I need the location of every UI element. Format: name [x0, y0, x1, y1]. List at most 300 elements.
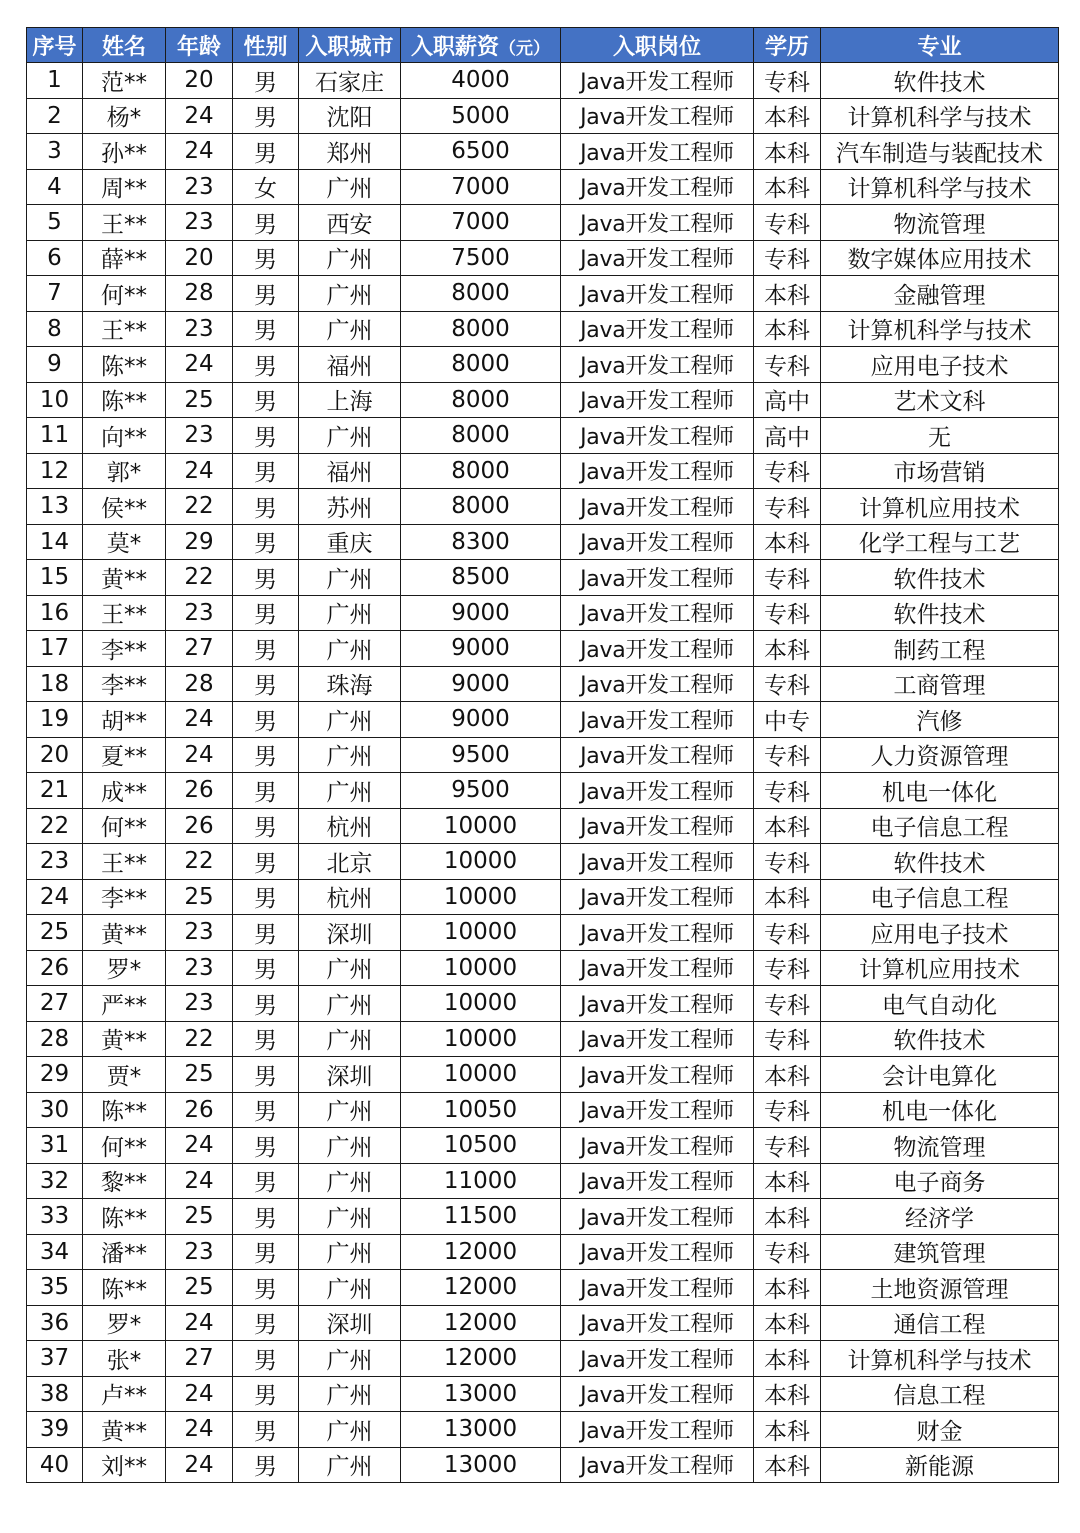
- cell-position: Java开发工程师: [561, 489, 754, 525]
- cell-position: Java开发工程师: [561, 950, 754, 986]
- cell-name: 郭*: [83, 453, 166, 489]
- cell-name: 陈**: [83, 382, 166, 418]
- cell-education: 中专: [754, 702, 821, 738]
- cell-city: 广州: [299, 311, 401, 347]
- cell-city: 广州: [299, 560, 401, 596]
- cell-gender: 男: [233, 702, 299, 738]
- cell-city: 深圳: [299, 1057, 401, 1093]
- cell-position: Java开发工程师: [561, 347, 754, 383]
- cell-index: 33: [27, 1199, 83, 1235]
- cell-index: 35: [27, 1270, 83, 1306]
- cell-major: 计算机应用技术: [821, 950, 1059, 986]
- cell-city: 上海: [299, 382, 401, 418]
- cell-position: Java开发工程师: [561, 1128, 754, 1164]
- cell-city: 郑州: [299, 134, 401, 170]
- cell-salary: 13000: [401, 1447, 561, 1483]
- cell-major: 经济学: [821, 1199, 1059, 1235]
- cell-name: 莫*: [83, 524, 166, 560]
- table-row: [27, 1163, 1059, 1199]
- cell-index: 19: [27, 702, 83, 738]
- cell-index: 18: [27, 666, 83, 702]
- cell-age: 24: [166, 453, 233, 489]
- cell-index: 11: [27, 418, 83, 454]
- cell-name: 黄**: [83, 915, 166, 951]
- table-row: [27, 986, 1059, 1022]
- cell-city: 广州: [299, 702, 401, 738]
- table-row: [27, 347, 1059, 383]
- cell-index: 17: [27, 631, 83, 667]
- cell-city: 重庆: [299, 524, 401, 560]
- cell-city: 广州: [299, 737, 401, 773]
- cell-salary: 10000: [401, 808, 561, 844]
- header-salary-label: 入职薪资: [410, 34, 499, 60]
- cell-salary: 12000: [401, 1270, 561, 1306]
- cell-gender: 男: [233, 1341, 299, 1377]
- cell-city: 广州: [299, 1128, 401, 1164]
- cell-salary: 9000: [401, 702, 561, 738]
- cell-education: 本科: [754, 808, 821, 844]
- cell-age: 25: [166, 1270, 233, 1306]
- cell-city: 广州: [299, 595, 401, 631]
- cell-salary: 9500: [401, 773, 561, 809]
- cell-position: Java开发工程师: [561, 63, 754, 99]
- cell-major: 机电一体化: [821, 1092, 1059, 1128]
- cell-education: 专科: [754, 666, 821, 702]
- cell-gender: 男: [233, 1163, 299, 1199]
- cell-name: 陈**: [83, 347, 166, 383]
- cell-city: 杭州: [299, 879, 401, 915]
- cell-index: 6: [27, 240, 83, 276]
- cell-education: 专科: [754, 595, 821, 631]
- cell-index: 25: [27, 915, 83, 951]
- header-name: 姓名: [83, 28, 166, 63]
- cell-major: 汽修: [821, 702, 1059, 738]
- table-row: [27, 489, 1059, 525]
- cell-salary: 13000: [401, 1376, 561, 1412]
- cell-major: 电气自动化: [821, 986, 1059, 1022]
- cell-major: 会计电算化: [821, 1057, 1059, 1093]
- cell-education: 本科: [754, 1305, 821, 1341]
- cell-education: 本科: [754, 631, 821, 667]
- cell-education: 高中: [754, 418, 821, 454]
- table-row: [27, 1447, 1059, 1483]
- cell-index: 28: [27, 1021, 83, 1057]
- cell-name: 黄**: [83, 560, 166, 596]
- cell-major: 无: [821, 418, 1059, 454]
- cell-index: 7: [27, 276, 83, 312]
- cell-position: Java开发工程师: [561, 311, 754, 347]
- table-row: [27, 524, 1059, 560]
- cell-position: Java开发工程师: [561, 1163, 754, 1199]
- table-row: [27, 737, 1059, 773]
- cell-education: 本科: [754, 1057, 821, 1093]
- table-row: [27, 631, 1059, 667]
- cell-salary: 10000: [401, 1057, 561, 1093]
- cell-education: 本科: [754, 1270, 821, 1306]
- cell-position: Java开发工程师: [561, 1057, 754, 1093]
- cell-major: 电子信息工程: [821, 808, 1059, 844]
- cell-major: 电子商务: [821, 1163, 1059, 1199]
- cell-index: 5: [27, 205, 83, 241]
- cell-education: 专科: [754, 347, 821, 383]
- cell-education: 本科: [754, 1341, 821, 1377]
- cell-education: 本科: [754, 311, 821, 347]
- cell-gender: 男: [233, 134, 299, 170]
- cell-position: Java开发工程师: [561, 418, 754, 454]
- cell-age: 25: [166, 1057, 233, 1093]
- cell-index: 29: [27, 1057, 83, 1093]
- cell-education: 本科: [754, 1412, 821, 1448]
- cell-name: 黄**: [83, 1412, 166, 1448]
- cell-gender: 男: [233, 1270, 299, 1306]
- cell-city: 深圳: [299, 1305, 401, 1341]
- cell-age: 22: [166, 1021, 233, 1057]
- cell-salary: 9500: [401, 737, 561, 773]
- table-row: [27, 311, 1059, 347]
- cell-salary: 6500: [401, 134, 561, 170]
- table-row: [27, 560, 1059, 596]
- table-row: [27, 1341, 1059, 1377]
- cell-gender: 男: [233, 631, 299, 667]
- cell-index: 23: [27, 844, 83, 880]
- cell-gender: 男: [233, 382, 299, 418]
- cell-gender: 男: [233, 1128, 299, 1164]
- cell-index: 21: [27, 773, 83, 809]
- cell-position: Java开发工程师: [561, 98, 754, 134]
- cell-name: 何**: [83, 1128, 166, 1164]
- cell-gender: 男: [233, 276, 299, 312]
- cell-city: 广州: [299, 1412, 401, 1448]
- cell-education: 专科: [754, 63, 821, 99]
- cell-city: 福州: [299, 347, 401, 383]
- cell-name: 陈**: [83, 1270, 166, 1306]
- cell-age: 24: [166, 702, 233, 738]
- cell-major: 计算机科学与技术: [821, 311, 1059, 347]
- cell-position: Java开发工程师: [561, 1234, 754, 1270]
- header-city: 入职城市: [299, 28, 401, 63]
- table-row: [27, 453, 1059, 489]
- cell-major: 市场营销: [821, 453, 1059, 489]
- cell-index: 1: [27, 63, 83, 99]
- cell-age: 24: [166, 347, 233, 383]
- cell-name: 张*: [83, 1341, 166, 1377]
- cell-education: 本科: [754, 1163, 821, 1199]
- table-row: [27, 1128, 1059, 1164]
- cell-salary: 10500: [401, 1128, 561, 1164]
- cell-position: Java开发工程师: [561, 1341, 754, 1377]
- cell-major: 信息工程: [821, 1376, 1059, 1412]
- cell-city: 广州: [299, 1341, 401, 1377]
- cell-position: Java开发工程师: [561, 666, 754, 702]
- cell-position: Java开发工程师: [561, 986, 754, 1022]
- cell-age: 22: [166, 560, 233, 596]
- cell-major: 计算机应用技术: [821, 489, 1059, 525]
- cell-gender: 男: [233, 560, 299, 596]
- cell-salary: 7000: [401, 205, 561, 241]
- cell-age: 24: [166, 1376, 233, 1412]
- cell-city: 广州: [299, 631, 401, 667]
- cell-salary: 9000: [401, 666, 561, 702]
- cell-salary: 8000: [401, 311, 561, 347]
- table-row: [27, 702, 1059, 738]
- cell-age: 23: [166, 950, 233, 986]
- cell-gender: 男: [233, 1447, 299, 1483]
- cell-education: 本科: [754, 1447, 821, 1483]
- cell-city: 广州: [299, 1376, 401, 1412]
- cell-city: 深圳: [299, 915, 401, 951]
- cell-name: 向**: [83, 418, 166, 454]
- cell-city: 广州: [299, 1270, 401, 1306]
- cell-gender: 男: [233, 737, 299, 773]
- header-salary: [401, 28, 561, 63]
- cell-name: 黄**: [83, 1021, 166, 1057]
- cell-index: 36: [27, 1305, 83, 1341]
- cell-education: 专科: [754, 950, 821, 986]
- cell-name: 王**: [83, 311, 166, 347]
- cell-salary: 10000: [401, 986, 561, 1022]
- cell-city: 广州: [299, 1234, 401, 1270]
- cell-position: Java开发工程师: [561, 1092, 754, 1128]
- cell-name: 范**: [83, 63, 166, 99]
- cell-major: 软件技术: [821, 595, 1059, 631]
- cell-age: 26: [166, 808, 233, 844]
- cell-city: 西安: [299, 205, 401, 241]
- cell-name: 周**: [83, 169, 166, 205]
- cell-gender: 男: [233, 1199, 299, 1235]
- cell-position: Java开发工程师: [561, 205, 754, 241]
- cell-age: 23: [166, 595, 233, 631]
- cell-age: 26: [166, 1092, 233, 1128]
- table-row: [27, 418, 1059, 454]
- cell-city: 沈阳: [299, 98, 401, 134]
- cell-age: 20: [166, 240, 233, 276]
- header-education: 学历: [754, 28, 821, 63]
- cell-position: Java开发工程师: [561, 702, 754, 738]
- cell-position: Java开发工程师: [561, 382, 754, 418]
- cell-city: 杭州: [299, 808, 401, 844]
- cell-education: 专科: [754, 453, 821, 489]
- cell-age: 24: [166, 98, 233, 134]
- cell-education: 本科: [754, 524, 821, 560]
- cell-name: 成**: [83, 773, 166, 809]
- cell-education: 专科: [754, 915, 821, 951]
- cell-education: 本科: [754, 1376, 821, 1412]
- cell-age: 25: [166, 1199, 233, 1235]
- cell-name: 王**: [83, 205, 166, 241]
- header-position: 入职岗位: [561, 28, 754, 63]
- cell-index: 12: [27, 453, 83, 489]
- table-row: [27, 1234, 1059, 1270]
- cell-age: 23: [166, 1234, 233, 1270]
- cell-gender: 男: [233, 489, 299, 525]
- cell-name: 孙**: [83, 134, 166, 170]
- cell-name: 李**: [83, 879, 166, 915]
- cell-age: 28: [166, 276, 233, 312]
- employment-table: [26, 27, 1059, 1483]
- header-salary-unit: （元）: [499, 38, 550, 59]
- cell-salary: 8000: [401, 382, 561, 418]
- cell-index: 30: [27, 1092, 83, 1128]
- cell-education: 本科: [754, 134, 821, 170]
- cell-city: 广州: [299, 418, 401, 454]
- cell-city: 广州: [299, 986, 401, 1022]
- cell-major: 计算机科学与技术: [821, 98, 1059, 134]
- cell-index: 39: [27, 1412, 83, 1448]
- cell-index: 3: [27, 134, 83, 170]
- cell-salary: 10000: [401, 915, 561, 951]
- cell-gender: 男: [233, 347, 299, 383]
- cell-major: 计算机科学与技术: [821, 169, 1059, 205]
- cell-name: 陈**: [83, 1199, 166, 1235]
- cell-position: Java开发工程师: [561, 524, 754, 560]
- cell-salary: 11500: [401, 1199, 561, 1235]
- cell-gender: 男: [233, 453, 299, 489]
- table-row: [27, 950, 1059, 986]
- cell-city: 广州: [299, 1092, 401, 1128]
- cell-index: 38: [27, 1376, 83, 1412]
- table-row: [27, 205, 1059, 241]
- cell-age: 28: [166, 666, 233, 702]
- cell-major: 电子信息工程: [821, 879, 1059, 915]
- cell-age: 23: [166, 311, 233, 347]
- cell-major: 建筑管理: [821, 1234, 1059, 1270]
- cell-name: 侯**: [83, 489, 166, 525]
- cell-city: 广州: [299, 169, 401, 205]
- cell-age: 24: [166, 134, 233, 170]
- header-gender: 性别: [233, 28, 299, 63]
- cell-position: Java开发工程师: [561, 915, 754, 951]
- cell-education: 专科: [754, 986, 821, 1022]
- cell-major: 新能源: [821, 1447, 1059, 1483]
- cell-position: Java开发工程师: [561, 631, 754, 667]
- table-row: [27, 1199, 1059, 1235]
- cell-city: 珠海: [299, 666, 401, 702]
- cell-index: 8: [27, 311, 83, 347]
- cell-gender: 男: [233, 950, 299, 986]
- cell-salary: 8000: [401, 489, 561, 525]
- cell-index: 27: [27, 986, 83, 1022]
- cell-position: Java开发工程师: [561, 560, 754, 596]
- cell-position: Java开发工程师: [561, 1199, 754, 1235]
- cell-salary: 8000: [401, 418, 561, 454]
- cell-major: 物流管理: [821, 205, 1059, 241]
- cell-age: 22: [166, 844, 233, 880]
- cell-major: 汽车制造与装配技术: [821, 134, 1059, 170]
- cell-gender: 男: [233, 98, 299, 134]
- cell-age: 27: [166, 631, 233, 667]
- cell-index: 4: [27, 169, 83, 205]
- cell-age: 24: [166, 1128, 233, 1164]
- cell-salary: 10000: [401, 1021, 561, 1057]
- table-row: [27, 1057, 1059, 1093]
- cell-position: Java开发工程师: [561, 169, 754, 205]
- table-row: [27, 276, 1059, 312]
- cell-major: 通信工程: [821, 1305, 1059, 1341]
- cell-position: Java开发工程师: [561, 240, 754, 276]
- cell-city: 北京: [299, 844, 401, 880]
- table-body: [27, 63, 1059, 1483]
- cell-major: 软件技术: [821, 1021, 1059, 1057]
- header-age: 年龄: [166, 28, 233, 63]
- cell-age: 25: [166, 382, 233, 418]
- cell-age: 24: [166, 1305, 233, 1341]
- cell-salary: 10000: [401, 844, 561, 880]
- cell-gender: 男: [233, 524, 299, 560]
- cell-gender: 男: [233, 844, 299, 880]
- cell-city: 广州: [299, 1199, 401, 1235]
- cell-salary: 9000: [401, 631, 561, 667]
- cell-education: 专科: [754, 1092, 821, 1128]
- cell-city: 广州: [299, 773, 401, 809]
- cell-name: 杨*: [83, 98, 166, 134]
- cell-index: 31: [27, 1128, 83, 1164]
- cell-salary: 13000: [401, 1412, 561, 1448]
- cell-name: 潘**: [83, 1234, 166, 1270]
- cell-name: 何**: [83, 276, 166, 312]
- cell-name: 严**: [83, 986, 166, 1022]
- cell-education: 本科: [754, 1199, 821, 1235]
- cell-age: 23: [166, 169, 233, 205]
- cell-city: 苏州: [299, 489, 401, 525]
- table-row: [27, 1092, 1059, 1128]
- cell-age: 24: [166, 1447, 233, 1483]
- cell-gender: 男: [233, 63, 299, 99]
- cell-major: 化学工程与工艺: [821, 524, 1059, 560]
- cell-salary: 8000: [401, 453, 561, 489]
- table-row: [27, 844, 1059, 880]
- cell-position: Java开发工程师: [561, 276, 754, 312]
- cell-name: 李**: [83, 666, 166, 702]
- cell-age: 23: [166, 915, 233, 951]
- cell-gender: 男: [233, 595, 299, 631]
- cell-name: 王**: [83, 844, 166, 880]
- cell-position: Java开发工程师: [561, 1447, 754, 1483]
- cell-position: Java开发工程师: [561, 1270, 754, 1306]
- table-row: [27, 1412, 1059, 1448]
- cell-index: 15: [27, 560, 83, 596]
- cell-gender: 男: [233, 915, 299, 951]
- header-row: [27, 28, 1059, 63]
- cell-major: 财金: [821, 1412, 1059, 1448]
- table-row: [27, 666, 1059, 702]
- cell-name: 薛**: [83, 240, 166, 276]
- cell-education: 专科: [754, 844, 821, 880]
- cell-index: 13: [27, 489, 83, 525]
- cell-major: 艺术文科: [821, 382, 1059, 418]
- cell-salary: 7500: [401, 240, 561, 276]
- cell-major: 物流管理: [821, 1128, 1059, 1164]
- cell-name: 夏**: [83, 737, 166, 773]
- cell-education: 专科: [754, 560, 821, 596]
- table-header: [27, 28, 1059, 63]
- cell-major: 计算机科学与技术: [821, 1341, 1059, 1377]
- cell-salary: 10000: [401, 879, 561, 915]
- cell-index: 32: [27, 1163, 83, 1199]
- cell-name: 罗*: [83, 950, 166, 986]
- cell-index: 2: [27, 98, 83, 134]
- cell-position: Java开发工程师: [561, 773, 754, 809]
- cell-education: 专科: [754, 1021, 821, 1057]
- cell-index: 22: [27, 808, 83, 844]
- cell-gender: 男: [233, 1057, 299, 1093]
- cell-education: 本科: [754, 169, 821, 205]
- cell-education: 专科: [754, 1128, 821, 1164]
- cell-name: 陈**: [83, 1092, 166, 1128]
- cell-index: 16: [27, 595, 83, 631]
- cell-index: 26: [27, 950, 83, 986]
- table-row: [27, 595, 1059, 631]
- cell-index: 10: [27, 382, 83, 418]
